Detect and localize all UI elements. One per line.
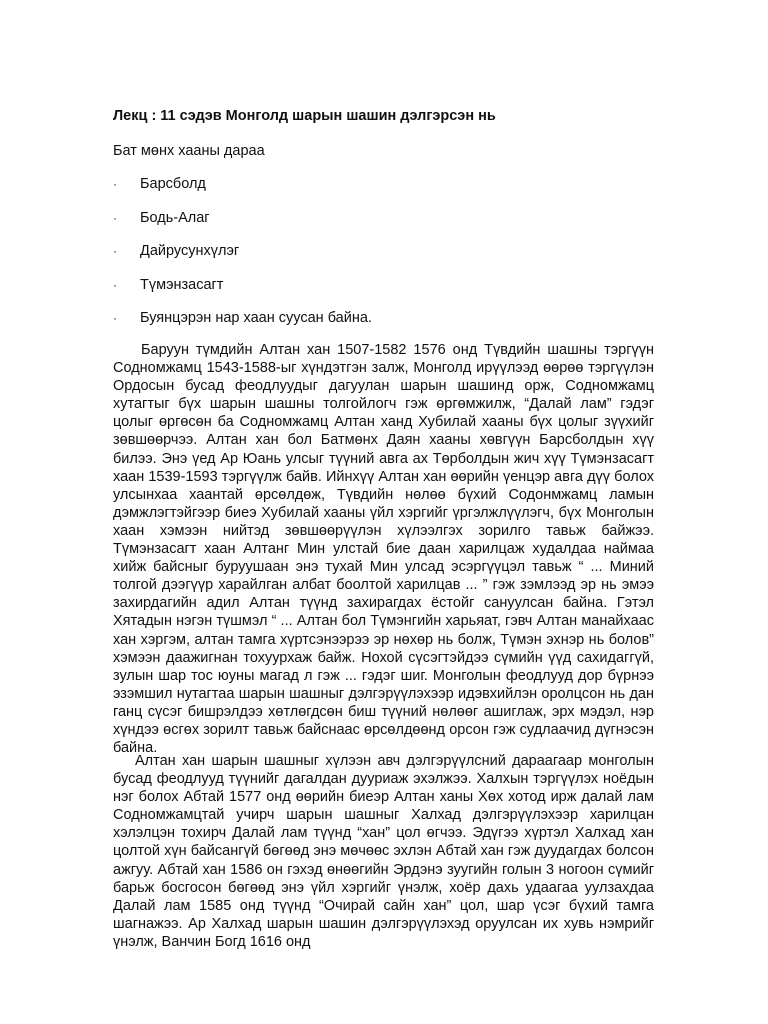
bullet-icon: · <box>113 244 117 258</box>
body-paragraph: Баруун түмдийн Алтан хан 1507-1582 1576 онд Түвдийн шашны тэргүүн Содномжамц 1543-1588-ыг хүндэтгэн залж, Монголд ирүүлээд өөрөө тэргүүлэн Ордосын бусад феодлуудыг дагуулан шарын шашинд орж, Содномжамц хутагтыг бүх шарын шашны толгойлогч гэж өргөмжилж, “Далай лам” гэдэг цолыг өргөсөн ба Содномжамц Алтан ханд Хубилай хааны бүх цолыг зүүхийг зөвшөөрчээ. Алтан хан бол Батмөнх Даян хааны хөвгүүн Барсболдын хүү билээ. Энэ үед Ар Юань улсыг түүний авга ах Төрболдын жич хүү Түмэнзасагт хаан 1539-1593 тэргүүлж байв. Ийнхүү Алтан хан өөрийн үенцэр авга дүү болох улсынхаа хаантай өрсөлдөж, Түвдийн нөлөө бүхий Содонмжамц ламын дэмжлэгтэйгээр биеэ Хубилай хааны үйл хэргийг үргэлжлүүлэгч, бүх Монголын хаан хэмээн нийтэд зөвшөөрүүлэн хүлээлгэх зорилго тавьж байжээ. Түмэнзасагт хаан Алтанг Мин улстай бие даан харилцаж худалдаа наймаа хийж байсныг буруушаан энэ тухай Мин улсад эсэргүүцэл тавьж “ ... Миний толгой дээгүүр харайлган албат боолтой харилцав ... ” гэж зэмлээд эр нь эмээ захирдагийн адил Алтан түүнд захирагдах ёстойг сануулсан байна. Гэтэл Хятадын нэгэн түшмэл “ ... Алтан бол Түмэнгийн харьяат, гэвч Алтан манайхаас хан хэргэм, алтан тамга хүртсэнээрээ эр нөхөр нь болж, Түмэн эхнэр нь болов” хэмээн даажигнан тохуурхаж байж. Нохой сүсэгтэйдээ сүмийн үүд сахидаггүй, зулын шар тос юуны магад л гэж ... гэдэг шиг. Монголын феодлууд дор бүрнээ эзэмшил нутагтаа шарын шашныг дэлгэрүүлэхээр идэвхийлэн оролцсон нь дан ганц сүсэг бишрэлдээ хөтлөгдсөн биш түүний нөлөөг ашиглаж, эрх мэдэл, нэр хүндээ өсгөх зорилт тавьж байснаас өрсөлдөөнд орсон гэж судлаачид дүгнэсэн байна. <box>113 342 654 757</box>
lecture-title: Лекц : 11 сэдэв Монголд шарын шашин дэлгэрсэн нь <box>113 108 496 124</box>
bullet-icon: · <box>113 177 117 191</box>
bullet-icon: · <box>113 311 117 325</box>
list-item-text: Барсболд <box>140 176 206 192</box>
subtitle: Бат мөнх хааны дараа <box>113 143 265 159</box>
list-item-text: Бодь-Алаг <box>140 209 210 226</box>
bullet-icon: · <box>113 210 117 225</box>
bullet-icon: · <box>113 277 117 292</box>
body-paragraph: Алтан хан шарын шашныг хүлээн авч дэлгэрүүлсний дараагаар монголын бусад феодлууд түүнийг дагалдан дууриаж эхэлжээ. Халхын тэргүүлэх ноёдын нэг болох Абтай 1577 онд өөрийн биеэр Алтан ханы Хөх хотод ирж далай лам Содномжамцтай учирч шарын шашныг Халхад дэлгэрүүлэхээр харилцан хэлэлцэн тохирч Далай лам түүнд “хан” цол өгчээ. Эдүгээ хүртэл Халхад хан цолтой хүн байсангүй бөгөөд энэ мөчөөс эхлэн Абтай хан гэж дуудагдах болсон ажгуу. Абтай хан 1586 он гэхэд өнөөгийн Эрдэнэ зуугийн голын 3 ногоон сүмийг барьж босгосон бөгөөд энэ үйл хэргийг үнэлж, хоёр дахь удаагаа уулзахдаа Далай лам 1585 онд түүнд “Очирай сайн хан” цол, шар үсэг бүхий тамга шагнажээ. Ар Халхад шарын шашин дэлгэрүүлэхэд оруулсан их хувь нэмрийг үнэлж, Ванчин Богд 1616 онд <box>113 753 654 950</box>
list-item-text: Дайрусунхүлэг <box>140 243 240 259</box>
list-item-text: Түмэнзасагт <box>140 276 224 293</box>
list-item-text: Буянцэрэн нар хаан суусан байна. <box>140 310 372 326</box>
